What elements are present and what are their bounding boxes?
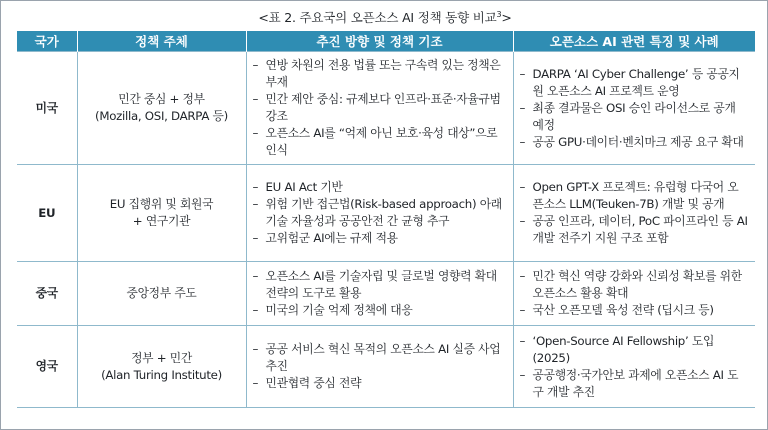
actor-line: EU 집행위 및 회원국 [109, 197, 214, 211]
dash-bullet: – [519, 269, 526, 283]
direction-cell [246, 165, 513, 262]
item-text: 오픈소스 AI를 기술자립 및 글로벌 영향력 확대 전략의 도구로 활용 [265, 269, 497, 300]
country-cell: 미국 [17, 52, 77, 165]
list-item [253, 125, 507, 159]
country-cell: 영국 [17, 326, 77, 408]
item-text: 오픈소스 AI를 “억제 아닌 보호·육성 대상”으로 인식 [265, 126, 498, 157]
list-item [253, 196, 507, 230]
actor-cell [77, 52, 246, 165]
features-cell [513, 52, 755, 165]
actor-cell [77, 165, 246, 262]
header-direction: 추진 방향 및 정책 기조 [246, 31, 513, 52]
policy-comparison-table [17, 31, 755, 408]
item-text: 국산 오픈모델 육성 전략 (딥시크 등) [532, 303, 714, 317]
table-row [17, 52, 755, 165]
item-text: 민간 제안 중심: 규제보다 인프라·표준·자율규범 강조 [265, 92, 501, 123]
list-item [253, 91, 507, 125]
country-cell: 중국 [17, 262, 77, 326]
caption-suffix: > [501, 10, 512, 25]
dash-bullet: – [252, 231, 259, 245]
dash-bullet: – [519, 134, 526, 149]
item-text: EU AI Act 기반 [265, 180, 343, 194]
dash-bullet: – [252, 303, 259, 317]
item-text: 최종 결과물은 OSI 승인 라이선스로 공개 예정 [532, 100, 736, 132]
item-text: 공공행정·국가안보 과제에 오픈소스 AI 도구 개발 추진 [532, 367, 739, 399]
item-text: ‘Open-Source AI Fellowship’ 도입 (2025) [532, 333, 715, 365]
caption-footnote: 3 [496, 9, 502, 19]
dash-bullet: – [519, 214, 526, 228]
list-item [520, 213, 750, 247]
item-text: 위험 기반 접근법(Risk-based approach) 아래 기술 자율성과 공공안전 간 균형 추구 [265, 197, 502, 228]
item-text: 연방 차원의 전용 법률 또는 구속력 있는 정책은 부재 [265, 58, 501, 89]
item-text: 민관협력 중심 전략 [265, 376, 362, 390]
features-cell [513, 262, 755, 326]
dash-bullet: – [519, 100, 526, 115]
table-caption [1, 8, 768, 26]
actor-line: 중앙정부 주도 [126, 286, 197, 300]
dash-bullet: – [252, 342, 259, 356]
header-country: 국가 [17, 31, 77, 52]
item-text: Open GPT-X 프로젝트: 유럽형 다국어 오픈소스 LLM(Teuken-7B) 개발 및 공개 [532, 180, 739, 211]
item-text: 공공 GPU·데이터·벤치마크 제공 요구 확대 [532, 134, 744, 149]
list-item [253, 57, 507, 91]
features-cell [513, 165, 755, 262]
actor-line: (Mozilla, OSI, DARPA 등) [95, 109, 228, 123]
direction-cell [246, 52, 513, 165]
table-row [17, 165, 755, 262]
dash-bullet: – [252, 180, 259, 194]
dash-bullet: – [519, 66, 526, 81]
actor-line: 정부 + 민간 [131, 350, 192, 365]
table-row [17, 326, 755, 408]
header-row [17, 31, 755, 52]
dash-bullet: – [252, 58, 259, 72]
actor-line: 민간 중심 + 정부 [118, 92, 205, 106]
dash-bullet: – [519, 333, 526, 348]
list-item [253, 230, 507, 247]
dash-bullet: – [252, 376, 259, 390]
item-text: 공공 서비스 혁신 목적의 오픈소스 AI 실증 사업 추진 [265, 342, 501, 373]
list-item [520, 302, 750, 319]
table-row [17, 262, 755, 326]
item-text: DARPA ‘AI Cyber Challenge’ 등 공공지원 오픈소스 AI 프로젝트 운영 [532, 66, 740, 98]
dash-bullet: – [252, 269, 259, 283]
item-text: 고위험군 AI에는 규제 적용 [265, 231, 398, 245]
list-item [520, 66, 750, 100]
list-item [520, 100, 750, 134]
list-item [253, 179, 507, 196]
dash-bullet: – [519, 303, 526, 317]
list-item [253, 341, 507, 375]
features-cell [513, 326, 755, 408]
dash-bullet: – [519, 367, 526, 382]
country-cell: EU [17, 165, 77, 262]
direction-cell [246, 326, 513, 408]
header-features: 오픈소스 AI 관련 특징 및 사례 [513, 31, 755, 52]
list-item [520, 367, 750, 401]
list-item [253, 302, 507, 319]
dash-bullet: – [252, 197, 259, 211]
actor-line: + 연구기관 [132, 214, 191, 228]
item-text: 민간 혁신 역량 강화와 신뢰성 확보를 위한 오픈소스 활용 확대 [532, 269, 742, 300]
actor-cell [77, 326, 246, 408]
item-text: 공공 인프라, 데이터, PoC 파이프라인 등 AI 개발 전주기 지원 구조 포함 [532, 214, 748, 245]
header-actor: 정책 주체 [77, 31, 246, 52]
actor-cell [77, 262, 246, 326]
list-item [520, 333, 750, 367]
dash-bullet: – [519, 180, 526, 194]
caption-text: <표 2. 주요국의 오픈소스 AI 정책 동향 비교 [258, 10, 497, 25]
item-text: 미국의 기술 억제 정책에 대응 [265, 303, 413, 317]
dash-bullet: – [252, 126, 259, 140]
list-item [253, 268, 507, 302]
list-item [520, 179, 750, 213]
list-item [253, 375, 507, 392]
dash-bullet: – [252, 92, 259, 106]
list-item [520, 268, 750, 302]
actor-line: (Alan Turing Institute) [101, 367, 222, 382]
direction-cell [246, 262, 513, 326]
list-item [520, 134, 750, 151]
